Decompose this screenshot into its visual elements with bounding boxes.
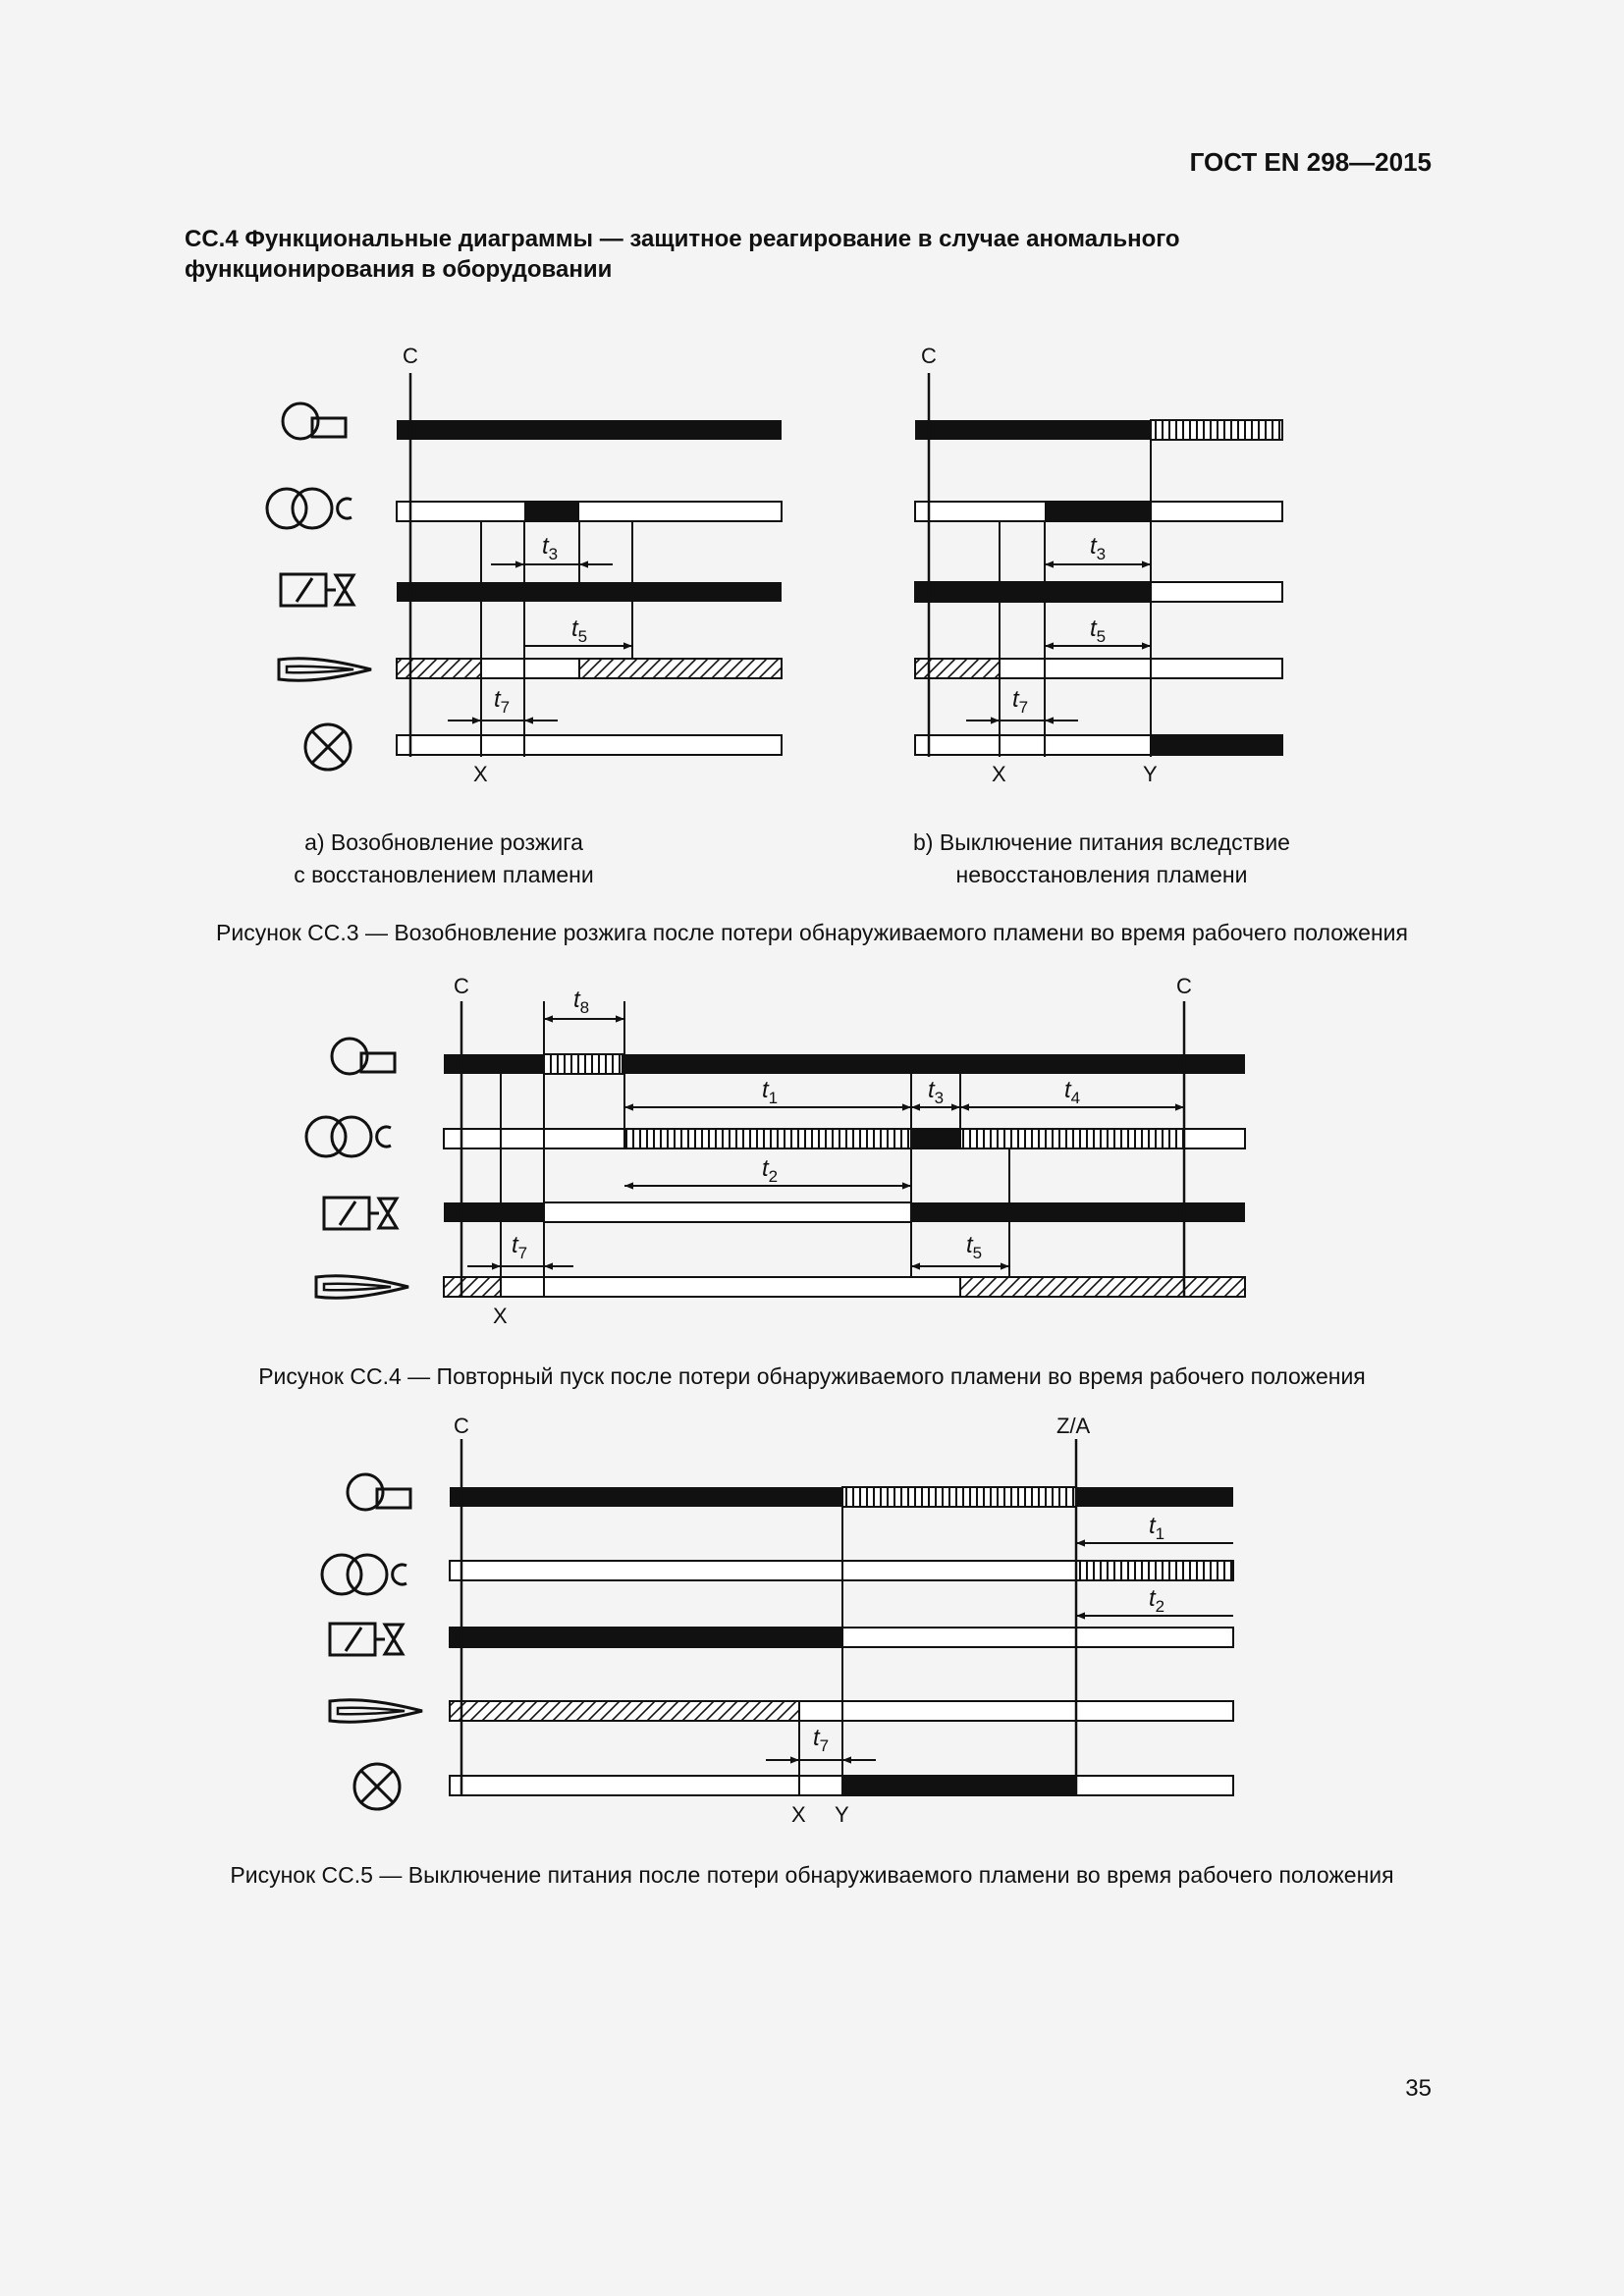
marker-x: X	[473, 762, 488, 786]
figure4	[306, 974, 1245, 1328]
marker-x: X	[992, 762, 1006, 786]
svg-text:t1: $t_1$	[1149, 1513, 1165, 1543]
fuel-valve-icon	[324, 1198, 397, 1229]
svg-text:t8: $t_8$	[573, 987, 590, 1017]
svg-text:t3: $t_3$	[1090, 533, 1107, 563]
section-title-line1: CC.4 Функциональные диаграммы — защитное реагирование в случае аномального	[185, 226, 1180, 252]
ignition-transformer-icon	[267, 489, 352, 528]
fuel-valve-icon	[330, 1624, 403, 1655]
svg-text:t2: $t_2$	[762, 1155, 779, 1186]
figure4-caption: Рисунок CC.4 — Повторный пуск после потери обнаруживаемого пламени во время рабочего положения	[258, 1363, 1366, 1389]
marker-c: C	[454, 1414, 469, 1438]
subcaption-a-line1: a) Возобновление розжига	[304, 829, 583, 855]
marker-za: Z/A	[1056, 1414, 1091, 1438]
figure3a	[267, 344, 782, 786]
fan-icon	[332, 1039, 395, 1074]
marker-y: Y	[1143, 762, 1158, 786]
fan-icon	[283, 403, 346, 439]
figure5	[322, 1414, 1233, 1827]
ignition-transformer-icon	[322, 1555, 406, 1594]
subcaption-b-line2: невосстановления пламени	[955, 862, 1248, 887]
svg-text:t3: $t_3$	[928, 1077, 945, 1107]
subcaption-a	[228, 827, 660, 891]
figure3b	[915, 344, 1282, 786]
flame-icon	[279, 659, 371, 681]
fuel-valve-icon	[281, 574, 353, 606]
flame-icon	[330, 1700, 422, 1723]
svg-text:t5: $t_5$	[571, 615, 588, 646]
svg-text:t7: $t_7$	[494, 686, 511, 717]
svg-text:t4: $t_4$	[1064, 1077, 1081, 1107]
subcaption-a-line2: с восстановлением пламени	[294, 862, 594, 887]
svg-text:t1: $t_1$	[762, 1077, 779, 1107]
svg-text:t2: $t_2$	[1149, 1585, 1165, 1616]
svg-text:t7: $t_7$	[813, 1725, 830, 1755]
marker-c: C	[1176, 974, 1192, 998]
svg-text:t7: $t_7$	[512, 1232, 528, 1262]
marker-c: C	[403, 344, 418, 368]
marker-c: C	[454, 974, 469, 998]
svg-text:t3: $t_3$	[542, 533, 559, 563]
subcaption-b	[856, 827, 1347, 891]
marker-y: Y	[835, 1802, 849, 1827]
subcaption-b-line1: b) Выключение питания вследствие	[913, 829, 1290, 855]
figure5-caption: Рисунок CC.5 — Выключение питания после потери обнаруживаемого пламени во время рабочего положения	[230, 1862, 1394, 1888]
marker-c: C	[921, 344, 937, 368]
ignition-transformer-icon	[306, 1117, 391, 1156]
figure3-caption: Рисунок CC.3 — Возобновление розжига после потери обнаруживаемого пламени во время рабочего положения	[216, 920, 1408, 945]
svg-text:t5: $t_5$	[966, 1232, 983, 1262]
page-number: 35	[1405, 2075, 1432, 2102]
lockout-lamp-icon	[354, 1764, 400, 1809]
section-title-line2: функционирования в оборудовании	[185, 256, 613, 283]
marker-x: X	[791, 1802, 806, 1827]
marker-x: X	[493, 1304, 508, 1328]
document-header: ГОСТ EN 298—2015	[1189, 147, 1432, 177]
lockout-lamp-icon	[305, 724, 351, 770]
svg-text:t5: $t_5$	[1090, 615, 1107, 646]
svg-text:t7: $t_7$	[1012, 686, 1029, 717]
fan-icon	[348, 1474, 410, 1510]
flame-icon	[316, 1276, 408, 1299]
